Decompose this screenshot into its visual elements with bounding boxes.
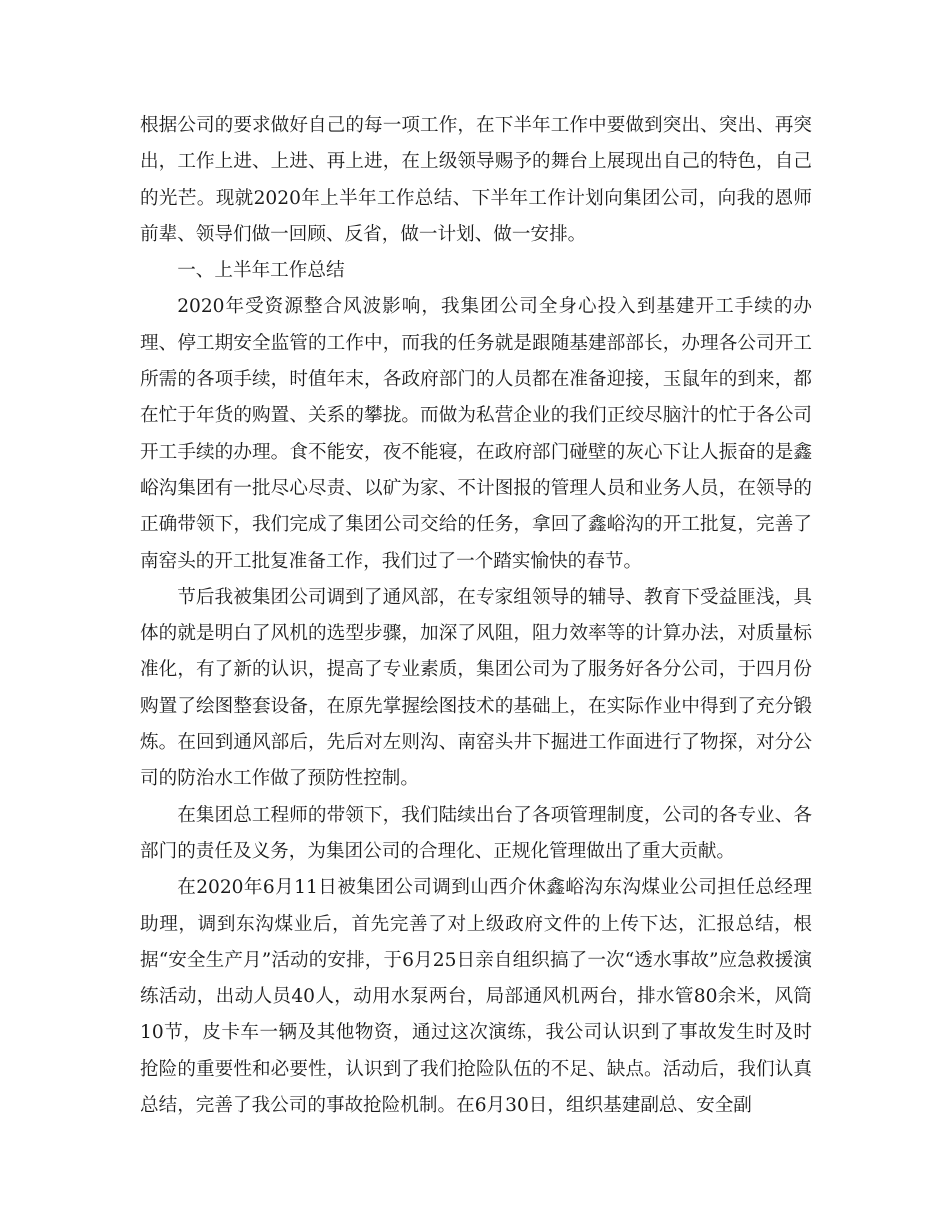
section-heading: 一、上半年工作总结 bbox=[177, 260, 345, 282]
paragraph-donggou-coal: 在2020年6月11日被集团公司调到山西介休鑫峪沟东沟煤业公司担任总经理助理，调到东沟煤业后，首先完善了对上级政府文件的上传下达，汇报总结，根据“安全生产月”活动的安排，于6月25日亲自组织搞了一次“透水事故”应急救援演练活动，出动人员40人，动用水泵两台，局部通风机两台，排水管80余米，风筒10节，皮卡车一辆及其他物资，通过这次演练，我公司认识到了事故发生时及时抢险的重要性和必要性，认识到了我们抢险队伍的不足、缺点。活动后，我们认真总结，完善了我公司的事故抢险机制。在6月30日，组织基建副总、安全副 bbox=[140, 877, 812, 1117]
paragraph-2020-summary: 2020年受资源整合风波影响，我集团公司全身心投入到基建开工手续的办理、停工期安全监管的工作中，而我的任务就是跟随基建部部长，办理各公司开工所需的各项手续，时值年末，各政府部门的人员都在准备迎接，玉鼠年的到来，都在忙于年货的购置、关系的攀拢。而做为私营企业的我们正绞尽脑汁的忙于各公司开工手续的办理。食不能安，夜不能寝，在政府部门碰壁的灰心下让人振奋的是鑫峪沟集团有一批尽心尽责、以矿为家、不计图报的管理人员和业务人员，在领导的正确带领下，我们完成了集团公司交给的任务，拿回了鑫峪沟的开工批复，完善了南窑头的开工批复准备工作，我们过了一个踏实愉快的春节。 bbox=[140, 296, 812, 572]
paragraph-ventilation-dept: 节后我被集团公司调到了通风部，在专家组领导的辅导、教育下受益匪浅，具体的就是明白了风机的选型步骤，加深了风阻，阻力效率等的计算办法，对质量标准化，有了新的认识，提高了专业素质，集团公司为了服务好各分公司，于四月份购置了绘图整套设备，在原先掌握绘图技术的基础上，在实际作业中得到了充分锻炼。在回到通风部后，先后对左则沟、南窑头井下掘进工作面进行了物探，对分公司的防治水工作做了预防性控制。 bbox=[140, 586, 812, 790]
paragraph-management-system: 在集团总工程师的带领下，我们陆续出台了各项管理制度，公司的各专业、各部门的责任及义务，为集团公司的合理化、正规化管理做出了重大贡献。 bbox=[140, 804, 812, 862]
paragraph-intro: 根据公司的要求做好自己的每一项工作，在下半年工作中要做到突出、突出、再突出，工作上进、上进、再上进，在上级领导赐予的舞台上展现出自己的特色，自己的光芒。现就2020年上半年工作总结、下半年工作计划向集团公司，向我的恩师前辈、领导们做一回顾、反省，做一计划、做一安排。 bbox=[140, 115, 812, 245]
document-body bbox=[140, 108, 812, 1124]
